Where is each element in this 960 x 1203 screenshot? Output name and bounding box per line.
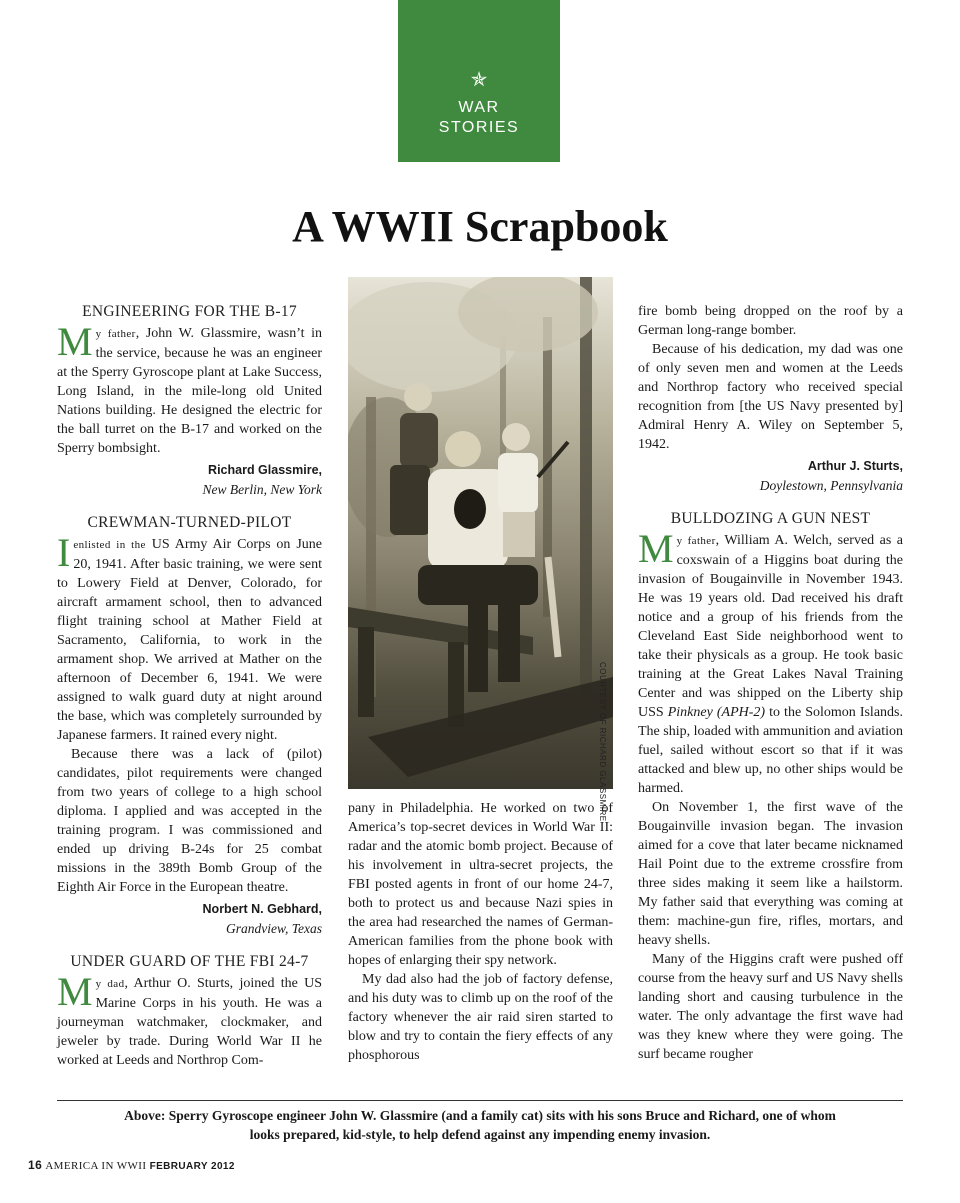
photo-illustration xyxy=(348,277,613,822)
byline-name: Arthur J. Sturts, xyxy=(807,459,903,473)
byline-place: New Berlin, New York xyxy=(202,482,322,497)
caption-divider xyxy=(57,1100,903,1101)
article-paragraph: pany in Philadelphia. He worked on two of America’s top-secret devices in World War II: radar and the atomic bomb project. Because of his involvement in ultra-secret projects, the FBI posted agents in front of our home 24-7, both to protect us and because Nazi spies in the area had researched the names of German-American families from the phone book with hopes of enlarging their spy network. xyxy=(348,801,613,968)
photo-credit: COURTESY OF RICHARD GLASSMIRE xyxy=(598,662,607,822)
byline-name: Richard Glassmire, xyxy=(208,463,322,477)
byline-name: Norbert N. Gebhard, xyxy=(202,902,322,916)
small-caps-lead: y dad xyxy=(95,978,125,990)
banner-label-war: WAR xyxy=(458,99,500,116)
article-paragraph: Many of the Higgins craft were pushed off course from the heavy surf and US Navy shells landing short and causing turbulence in the water. The only advantage the first wave had was they knew where they were going. The surf became rougher xyxy=(638,952,903,1062)
small-caps-lead: y father xyxy=(676,535,716,547)
photo-caption: Above: Sperry Gyroscope engineer John W. Glassmire (and a family cat) sits with his sons Bruce and Richard, one of whom looks prepared, kid-style, to help defend against any impending enemy invasion. xyxy=(124,1108,836,1142)
ship-name: Pinkney (APH-2) xyxy=(667,705,766,720)
column-right xyxy=(638,302,903,1064)
column-middle xyxy=(348,799,613,1065)
article-paragraph: My dad, Arthur O. Sturts, joined the US Marine Corps in his youth. He was a journeyman watchmaker, clockmaker, and jeweler by trade. During World War II he worked at Leeds and Northrop Com- xyxy=(57,969,322,1068)
drop-cap: I xyxy=(57,530,71,575)
small-caps-lead: y father xyxy=(95,328,136,340)
drop-cap: M xyxy=(638,526,674,571)
section-heading: ENGINEERING FOR THE B-17 xyxy=(82,303,297,320)
article-paragraph: Ienlisted in the US Army Air Corps on June 20, 1941. After basic training, we were sent to Lowery Field at Denver, Colorado, for aircraft armament school, then to advanced flight training school at Mather Field at Sacramento, California, to work in the armament shop. We arrived at Mather on the afternoon of December 6, 1941. We were assigned to walk guard duty at night around the base, which was completely surrounded by Japanese farmers. It rained every night. xyxy=(57,530,322,743)
banner-label-stories: STORIES xyxy=(438,119,520,136)
small-caps-lead: enlisted in the xyxy=(73,539,146,551)
column-left xyxy=(57,302,322,1070)
issue-date: FEBRUARY 2012 xyxy=(149,1161,235,1172)
article-paragraph: My dad also had the job of factory defense, and his duty was to climb up on the roof of the factory whenever the air raid siren started to blow and try to contain the fiery effects of any phosphorous xyxy=(348,972,613,1063)
article-paragraph: My father, William A. Welch, served as a coxswain of a Higgins boat during the invasion of Bougainville in November 1943. He was 19 years old. Dad received his draft notice and a group of his friends from the Cleveland East Side neighborhood went to take their physicals as a group. He took basic training at the Great Lakes Naval Training Center and was shipped on the Liberty ship USS Pinkney (APH-2) to the Solomon Islands. The ship, loaded with ammunition and aviation fuel, sailed without escort so that if it was attacked and blew up, no other ships would be harmed. xyxy=(638,526,903,796)
page-number: 16 xyxy=(28,1158,43,1172)
section-banner xyxy=(398,0,560,162)
article-paragraph: Because there was a lack of (pilot) candidates, pilot requirements were changed from two years of college to a high school diploma. I applied and was accepted in the training program. I was commissioned and ended up driving B-24s for 25 combat missions in the 389th Bomb Group of the Eighth Air Force in the European theatre. xyxy=(57,747,322,895)
section-heading: CREWMAN-TURNED-PILOT xyxy=(87,514,292,531)
family-photo xyxy=(348,277,613,822)
byline-place: Grandview, Texas xyxy=(226,921,322,936)
section-heading: BULLDOZING A GUN NEST xyxy=(670,510,871,527)
star-icon: ✯ xyxy=(470,69,488,91)
page-title: A WWII Scrapbook xyxy=(292,202,668,251)
article-paragraph: Because of his dedication, my dad was one of only seven men and women at the Leeds and Northrop factory who received special recognition from [the US Navy presented by] Admiral Henry A. Wiley on September 5, 1942. xyxy=(638,342,903,452)
drop-cap: M xyxy=(57,969,93,1014)
byline-place: Doylestown, Pennsylvania xyxy=(759,478,903,493)
page-footer xyxy=(28,1158,235,1174)
drop-cap: M xyxy=(57,319,93,364)
section-heading: UNDER GUARD OF THE FBI 24-7 xyxy=(70,953,309,970)
article-paragraph: My father, John W. Glassmire, wasn’t in the service, because he was an engineer at the Sperry Gyroscope plant at Lake Success, Long Island, in the mile-long old United Nations building. He designed the electric for the ball turret on the B-17 and worked on the Sperry bombsight. xyxy=(57,319,322,456)
magazine-name: AMERICA IN WWII xyxy=(45,1160,147,1172)
article-paragraph: fire bomb being dropped on the roof by a German long-range bomber. xyxy=(638,304,903,338)
article-paragraph: On November 1, the first wave of the Bougainville invasion began. The invasion aimed for a cove that later became nicknamed Hail Point due to the extreme crossfire from three sides making it seem like a hailstorm. My father said that everything was coming at them: machine-gun fire, rifles, mortars, and heavy shells. xyxy=(638,800,903,948)
